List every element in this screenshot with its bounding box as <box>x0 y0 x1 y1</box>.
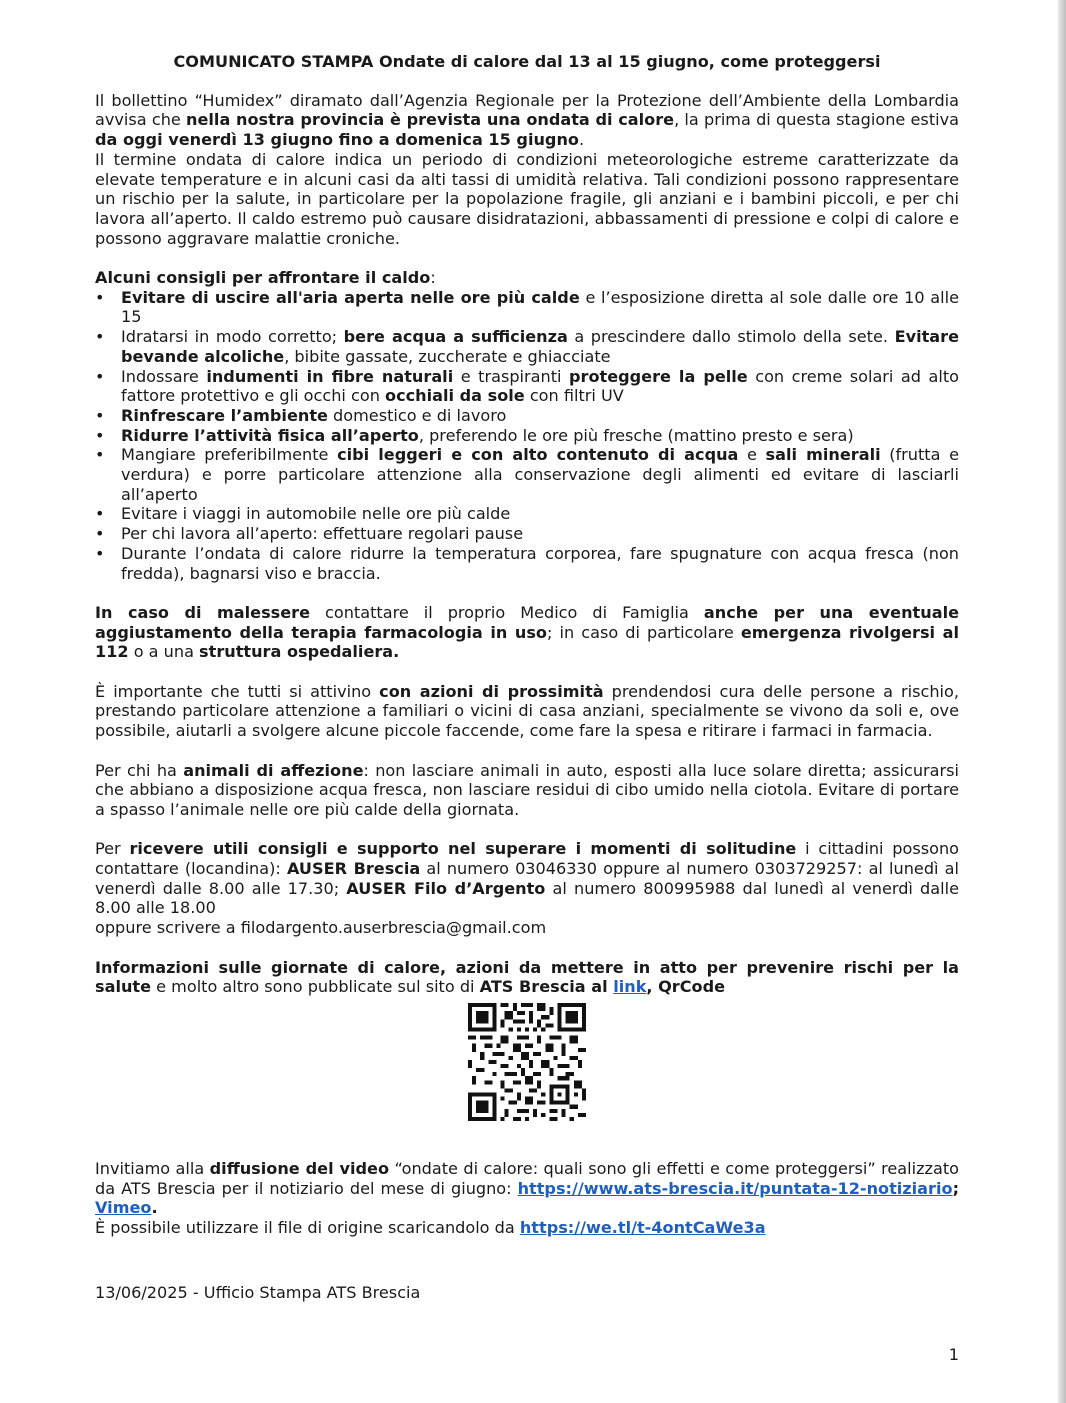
list-item <box>95 524 959 544</box>
page-edge-shadow <box>1058 0 1066 1403</box>
download-line <box>95 1218 959 1238</box>
qr-code-icon[interactable] <box>468 1003 586 1121</box>
bold-text: cibi leggeri e con alto contenuto di acqua <box>337 445 739 465</box>
list-item <box>95 406 959 426</box>
ats-link[interactable]: link <box>613 977 647 997</box>
bold-text: Informazioni sulle giornate di calore, azioni da mettere in atto per prevenire rischi per la salute <box>95 957 959 997</box>
text: , <box>646 977 659 997</box>
solitudine-paragraph <box>95 839 959 918</box>
text: (frutta e verdura) e porre particolare attenzione alla conservazione degli alimenti ed evitare di lasciarli all’aperto <box>121 445 959 504</box>
text: . <box>578 130 585 150</box>
text: domestico e di lavoro <box>327 405 507 425</box>
email-line: oppure scrivere a filodargento.auserbrescia@gmail.com <box>95 918 547 938</box>
text: Il bollettino “Humidex” diramato dall’Agenzia Regionale per la Protezione dell’Ambiente della Lombardia avvisa che <box>95 90 959 130</box>
page-number: 1 <box>948 1345 959 1364</box>
list-item <box>95 504 959 524</box>
text: : non lasciare animali in auto, esposti alla luce solare diretta; assicurarsi che abbiano a disposizione acqua fresca, non lasciare residui di cibo umido nella ciotola. Evitare di portare a spasso l’animale nelle ore più calde della giornata. <box>95 760 959 819</box>
bold-text: ATS Brescia al <box>479 977 614 997</box>
bold-text: struttura ospedaliera. <box>199 642 400 662</box>
bold-text: diffusione del video <box>209 1158 390 1178</box>
text: , preferendo le ore più fresche (mattino presto e sera) <box>418 425 854 445</box>
text: , la prima di questa stagione estiva <box>674 110 959 130</box>
prossimita-paragraph <box>95 682 959 741</box>
page-title: COMUNICATO STAMPA Ondate di calore dal 13 al 15 giugno, come proteggersi <box>173 52 881 71</box>
text: al numero 800995988 dal lunedì al venerdì dalle 8.00 alle 18.00 <box>95 878 959 918</box>
advice-heading-text: Alcuni consigli per affrontare il caldo <box>95 268 431 288</box>
text: e <box>738 445 766 465</box>
advice-heading <box>95 268 959 288</box>
text: o a una <box>128 642 200 662</box>
wetransfer-link[interactable]: https://we.tl/t-4ontCaWe3a <box>519 1218 766 1238</box>
list-item <box>95 445 959 504</box>
qr-code-container <box>95 997 959 1159</box>
bold-text: Evitare di uscire all'aria aperta nelle ore più calde <box>121 287 580 307</box>
animali-paragraph <box>95 761 959 820</box>
bold-text: ricevere utili consigli e supporto nel superare i momenti di solitudine <box>129 839 797 859</box>
bold-text: indumenti in fibre naturali <box>206 366 454 386</box>
bold-text: con azioni di prossimità <box>379 681 604 701</box>
bold-text: proteggere la pelle <box>569 366 748 386</box>
text: Evitare i viaggi in automobile nelle ore più calde <box>121 504 511 524</box>
text: con creme solari ad alto fattore protettivo e gli occhi con <box>121 366 959 406</box>
notiziario-link[interactable]: https://www.ats-brescia.it/puntata-12-notiziario <box>517 1178 953 1198</box>
text: e l’esposizione diretta al sole dalle ore 10 alle 15 <box>121 287 959 327</box>
vimeo-link[interactable]: Vimeo <box>95 1198 152 1218</box>
text: contattare il proprio Medico di Famiglia <box>310 602 704 622</box>
text: e molto altro sono pubblicate sul sito di <box>151 977 480 997</box>
text: al numero 03046330 oppure al numero 0303729257: al lunedì al venerdì dalle 8.00 alle 17.30; <box>95 859 959 898</box>
text: Indossare <box>121 366 207 386</box>
footer-date-office: 13/06/2025 - Ufficio Stampa ATS Brescia <box>95 1283 421 1302</box>
list-item <box>95 544 959 583</box>
bold-text: occhiali da sole <box>385 386 525 406</box>
bold-text: In caso di malessere <box>95 602 311 622</box>
press-release-body <box>95 52 959 1238</box>
list-item <box>95 288 959 327</box>
info-paragraph <box>95 958 959 997</box>
text: e traspiranti <box>453 366 569 386</box>
bold-text: AUSER Brescia <box>286 859 421 879</box>
bold-text: Ridurre l’attività fisica all’aperto <box>121 425 419 445</box>
text: ; <box>952 1178 959 1198</box>
text: Idratarsi in modo corretto; <box>121 327 344 347</box>
bold-text: nella nostra provincia è prevista una ondata di calore <box>186 110 675 130</box>
text: Invitiamo alla <box>95 1158 210 1178</box>
bold-text: Rinfrescare l’ambiente <box>121 405 328 425</box>
text: Per chi lavora all’aperto: effettuare regolari pause <box>121 524 524 544</box>
list-item <box>95 367 959 406</box>
bold-text: anche per una eventuale aggiustamento della terapia farmacologia in uso <box>95 602 959 642</box>
text: È importante che tutti si attivino <box>95 681 380 701</box>
list-item <box>95 327 959 366</box>
text: : <box>430 268 436 288</box>
bold-text: animali di affezione <box>183 760 364 780</box>
text: Per chi ha <box>95 760 184 780</box>
text: i cittadini possono contattare (locandina): <box>95 839 960 879</box>
list-item <box>95 426 959 446</box>
text: con filtri UV <box>524 386 624 406</box>
bold-text: sali minerali <box>765 445 881 465</box>
bold-text: Evitare bevande alcoliche <box>121 327 959 366</box>
text: . <box>151 1198 158 1218</box>
text: Mangiare preferibilmente <box>121 445 338 465</box>
text: a prescindere dallo stimolo della sete. <box>567 327 895 347</box>
malessere-paragraph <box>95 603 959 662</box>
advice-list <box>95 288 959 584</box>
bold-text: da oggi venerdì 13 giugno fino a domenica 15 giugno <box>95 130 579 150</box>
definition-paragraph: Il termine ondata di calore indica un periodo di condizioni meteorologiche estreme caratterizzate da elevate temperature e in alcuni casi da alti tassi di umidità relativa. Tali condizioni possono rappresentare un rischio per la salute, in particolare per la popolazione fragile, gli anziani e i bambini piccoli, e per chi lavora all’aperto. Il caldo estremo può causare disidratazioni, abbassamenti di pressione e colpi di calore e possono aggravare malattie croniche. <box>95 149 959 248</box>
bold-text: QrCode <box>658 977 726 997</box>
text: prendendosi cura delle persone a rischio, prestando particolare attenzione a familiari o vicini di casa anziani, specialmente se vivono da soli e, ove possibile, aiutarli a svolgere alcune piccole faccende, come fare la spesa e ritirare i farmaci in farmacia. <box>95 681 959 741</box>
text: ; in caso di particolare <box>546 622 741 642</box>
bold-text: emergenza rivolgersi al 112 <box>95 622 959 662</box>
text: , bibite gassate, zuccherate e ghiacciate <box>284 346 611 366</box>
bold-text: AUSER Filo d’Argento <box>346 878 546 898</box>
intro-paragraph <box>95 91 959 150</box>
text: Durante l’ondata di calore ridurre la temperatura corporea, fare spugnature con acqua fresca (non fredda), bagnarsi viso e braccia. <box>121 543 959 583</box>
bold-text: bere acqua a sufficienza <box>343 327 568 347</box>
text: “ondate di calore: quali sono gli effetti e come proteggersi” realizzato da ATS Brescia per il notiziario del mese di giugno: <box>95 1158 959 1198</box>
text: È possibile utilizzare il file di origine scaricandolo da <box>95 1218 520 1238</box>
text: Per <box>95 839 130 859</box>
video-paragraph <box>95 1159 959 1218</box>
